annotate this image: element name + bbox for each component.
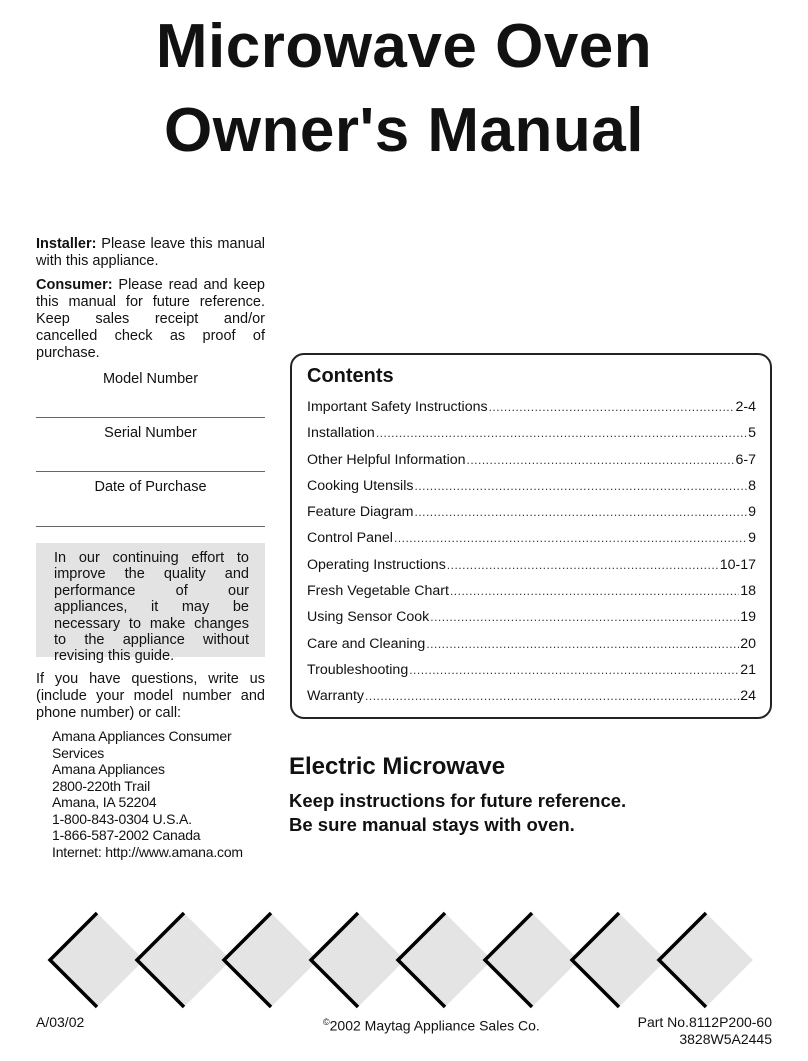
toc-page: 18 xyxy=(740,583,756,599)
toc-leader xyxy=(426,637,739,651)
serial-number-label: Serial Number xyxy=(104,425,197,441)
contact-line: Amana Appliances Consumer xyxy=(52,728,232,744)
toc-label: Care and Cleaning xyxy=(307,636,426,652)
model-number-line xyxy=(36,417,265,418)
toc-page: 19 xyxy=(740,609,756,625)
toc-item[interactable] xyxy=(307,425,756,443)
toc-label: Installation xyxy=(307,425,375,441)
toc-leader xyxy=(450,584,739,598)
toc-item[interactable] xyxy=(307,636,756,654)
installer-note xyxy=(36,236,265,270)
toc-item[interactable] xyxy=(307,478,756,496)
toc-page: 2-4 xyxy=(735,399,756,415)
contact-website: Internet: http://www.amana.com xyxy=(52,843,243,860)
diamond-shape xyxy=(137,913,231,1007)
contact-line: Amana, IA 52204 xyxy=(52,794,157,810)
date-of-purchase-label: Date of Purchase xyxy=(94,479,207,495)
tagline-line-2: Be sure manual stays with oven. xyxy=(289,814,575,835)
toc-page: 9 xyxy=(748,504,756,520)
contents-title: Contents xyxy=(307,365,394,387)
consumer-note xyxy=(36,277,265,362)
diamond-border-decoration xyxy=(0,905,808,1015)
toc-item[interactable] xyxy=(307,399,756,417)
toc-leader xyxy=(489,400,735,414)
contact-line: Amana Appliances xyxy=(52,761,165,777)
footer-copyright xyxy=(323,1014,540,1035)
toc-leader xyxy=(467,453,735,467)
tagline-line-1: Keep instructions for future reference. xyxy=(289,790,627,811)
contact-line: 1-866-587-2002 Canada xyxy=(52,827,201,843)
copyright-symbol: © xyxy=(323,1017,330,1027)
copyright-text: 2002 Maytag Appliance Sales Co. xyxy=(329,1017,540,1034)
serial-number-line xyxy=(36,471,265,472)
model-number-label: Model Number xyxy=(102,371,199,387)
toc-leader xyxy=(430,610,739,624)
toc-page: 10-17 xyxy=(719,557,756,573)
consumer-text: Please read and keep this manual for future reference. Keep sales receipt and/or cancelled check as proof of purchase. xyxy=(36,277,265,361)
toc-item[interactable] xyxy=(307,583,756,601)
toc-label: Troubleshooting xyxy=(307,662,409,678)
toc-page: 5 xyxy=(748,425,756,441)
toc-leader xyxy=(409,663,739,677)
title-line-2: Owner's Manual xyxy=(164,96,644,165)
diamond-shape xyxy=(224,913,318,1007)
toc-page: 9 xyxy=(748,530,756,546)
toc-leader xyxy=(365,689,739,703)
date-of-purchase-line xyxy=(36,526,265,527)
diamond-shape xyxy=(311,913,405,1007)
toc-item[interactable] xyxy=(307,504,756,522)
toc-label: Other Helpful Information xyxy=(307,452,466,468)
toc-label: Cooking Utensils xyxy=(307,478,414,494)
diamond-shape xyxy=(50,913,144,1007)
improvement-notice: In our continuing effort to improve the quality and performance of our appliances, it may be necessary to make changes to the appliance without revising this guide. xyxy=(36,543,265,657)
toc-leader xyxy=(447,558,719,572)
toc-label: Feature Diagram xyxy=(307,504,414,520)
toc-item[interactable] xyxy=(307,688,756,706)
document-code: 3828W5A2445 xyxy=(679,1031,772,1047)
diamond-shape xyxy=(398,913,492,1007)
consumer-label: Consumer: xyxy=(36,277,113,293)
footer-part-number xyxy=(638,1014,772,1048)
toc-leader xyxy=(394,531,747,545)
diamond-shape xyxy=(572,913,666,1007)
toc-page: 21 xyxy=(740,662,756,678)
diamond-shape xyxy=(659,913,753,1007)
toc-item[interactable] xyxy=(307,662,756,680)
toc-label: Warranty xyxy=(307,688,365,704)
contact-line: 1-800-843-0304 U.S.A. xyxy=(52,810,192,827)
questions-text: If you have questions, write us (include your model number and phone number) or call: xyxy=(36,671,265,721)
installer-text: Please leave this manual with this appliance. xyxy=(36,236,265,269)
installer-label: Installer: xyxy=(36,236,97,252)
contact-address xyxy=(52,728,282,860)
toc-page: 6-7 xyxy=(735,452,756,468)
contents-box xyxy=(290,353,772,719)
toc-leader xyxy=(414,505,747,519)
toc-label: Important Safety Instructions xyxy=(307,399,488,415)
toc-item[interactable] xyxy=(307,452,756,470)
toc-label: Operating Instructions xyxy=(307,557,446,573)
product-heading: Electric Microwave xyxy=(289,753,506,780)
toc-item[interactable] xyxy=(307,530,756,548)
part-number: Part No.8112P200-60 xyxy=(637,1014,772,1030)
diamond-shape xyxy=(485,913,579,1007)
contact-line: 2800-220th Trail xyxy=(52,777,150,794)
toc-page: 8 xyxy=(748,478,756,494)
contact-line: Services xyxy=(52,744,105,761)
toc-page: 24 xyxy=(740,688,756,704)
toc-leader xyxy=(414,479,747,493)
toc-item[interactable] xyxy=(307,609,756,627)
toc-page: 20 xyxy=(740,636,756,652)
title-line-1: Microwave Oven xyxy=(155,12,653,81)
toc-leader xyxy=(376,426,747,440)
toc-label: Control Panel xyxy=(307,530,393,546)
toc-label: Fresh Vegetable Chart xyxy=(307,583,449,599)
toc-item[interactable] xyxy=(307,557,756,575)
toc-label: Using Sensor Cook xyxy=(307,609,430,625)
footer-date-code: A/03/02 xyxy=(36,1014,85,1030)
